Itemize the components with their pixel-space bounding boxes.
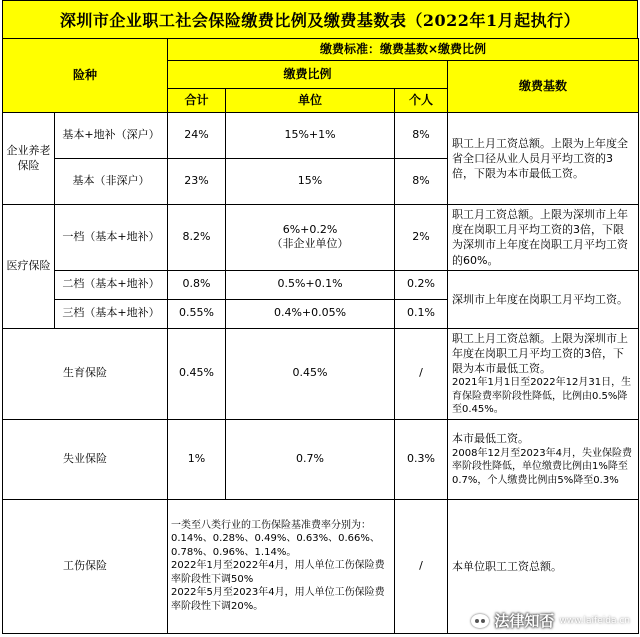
table-row <box>3 419 639 499</box>
table-row <box>3 328 639 419</box>
injury-note-2: 2022年5月至2023年4月，用人单位工伤保险费率阶段性下调20%。 <box>171 587 385 612</box>
table-row <box>3 113 639 159</box>
medical-employer <box>226 205 395 271</box>
medical-base-23: 深圳市上年度在岗职工月平均工资。 <box>448 270 639 328</box>
medical-employer-rate: 6%+0.2% <box>282 222 338 236</box>
medical-base-1: 职工月工资总额。上限为深圳市上年度在岗职工月平均工资的3倍，下限为深圳市上年度在岗职工月平均工资的60%。 <box>448 205 639 271</box>
pension-tier: 基本+地补（深户） <box>55 113 168 159</box>
injury-individual: / <box>395 499 448 633</box>
maternity-base <box>448 328 639 419</box>
maternity-note: 2021年1月1日至2022年12月31日，生育保险费率阶段性降低，比例由0.5%降至0.45%。 <box>452 377 632 416</box>
pension-total: 24% <box>168 113 226 159</box>
page <box>2 0 638 637</box>
injury-note-1: 2022年1月至2022年4月，用人单位工伤保险费率阶段性下调50% <box>171 560 385 585</box>
medical-tier: 二档（基本+地补） <box>55 270 168 299</box>
header-formula: 缴费标准：缴费基数×缴费比例 <box>168 39 639 61</box>
unemployment-individual: 0.3% <box>395 419 448 499</box>
injury-base: 本单位职工工资总额。 <box>448 499 639 633</box>
medical-tier: 三档（基本+地补） <box>55 299 168 328</box>
medical-tier: 一档（基本+地补） <box>55 205 168 271</box>
wechat-icon <box>471 614 489 628</box>
unemployment-total: 1% <box>168 419 226 499</box>
medical-employer: 0.4%+0.05% <box>226 299 395 328</box>
maternity-total: 0.45% <box>168 328 226 419</box>
injury-rate-cell <box>168 499 395 633</box>
table-row <box>3 205 639 271</box>
medical-employer-note: （非企业单位） <box>271 237 349 251</box>
watermark-text: 法律知否 <box>494 612 555 630</box>
injury-name: 工伤保险 <box>3 499 168 633</box>
medical-individual: 0.2% <box>395 270 448 299</box>
formula-row <box>3 39 639 61</box>
pension-employer: 15% <box>226 159 395 205</box>
maternity-base-text: 职工上月工资总额。上限为深圳市上年度在岗职工月平均工资的3倍，下限为本市最低工资。 <box>452 331 629 376</box>
maternity-name: 生育保险 <box>3 328 168 419</box>
pension-employer: 15%+1% <box>226 113 395 159</box>
unemployment-note: 2008年12月至2023年4月，失业保险费率阶段性降低，单位缴费比例由1%降至0.7%，个人缴费比例由5%降至0.3% <box>452 447 633 486</box>
header-rate: 缴费比例 <box>168 61 448 89</box>
header-insurance-type: 险种 <box>3 39 168 113</box>
pension-tier: 基本（非深户） <box>55 159 168 205</box>
table-row <box>3 270 639 299</box>
header-employer: 单位 <box>226 89 395 113</box>
watermark <box>471 610 630 631</box>
pension-name: 企业养老保险 <box>3 113 55 205</box>
header-total: 合计 <box>168 89 226 113</box>
pension-individual: 8% <box>395 113 448 159</box>
pension-individual: 8% <box>395 159 448 205</box>
medical-individual: 2% <box>395 205 448 271</box>
medical-total: 8.2% <box>168 205 226 271</box>
medical-employer: 0.5%+0.1% <box>226 270 395 299</box>
unemployment-name: 失业保险 <box>3 419 168 499</box>
medical-individual: 0.1% <box>395 299 448 328</box>
insurance-table <box>2 38 639 634</box>
injury-rates: 一类至八类行业的工伤保险基准费率分别为：0.14%、0.28%、0.49%、0.63%、0.66%、0.78%、0.96%、1.14%。 <box>171 519 380 558</box>
medical-total: 0.55% <box>168 299 226 328</box>
maternity-employer: 0.45% <box>226 328 395 419</box>
pension-total: 23% <box>168 159 226 205</box>
watermark-url: www.laifeida.cn <box>559 615 630 626</box>
header-individual: 个人 <box>395 89 448 113</box>
unemployment-base <box>448 419 639 499</box>
pension-base: 职工上月工资总额。上限为上年度全省全口径从业人员月平均工资的3倍，下限为本市最低工资。 <box>448 113 639 205</box>
medical-name: 医疗保险 <box>3 205 55 329</box>
page-title: 深圳市企业职工社会保险缴费比例及缴费基数表（2022年1月起执行） <box>2 0 638 39</box>
unemployment-employer: 0.7% <box>226 419 395 499</box>
medical-total: 0.8% <box>168 270 226 299</box>
maternity-individual: / <box>395 328 448 419</box>
header-base: 缴费基数 <box>448 61 639 113</box>
unemployment-base-text: 本市最低工资。 <box>452 432 530 446</box>
